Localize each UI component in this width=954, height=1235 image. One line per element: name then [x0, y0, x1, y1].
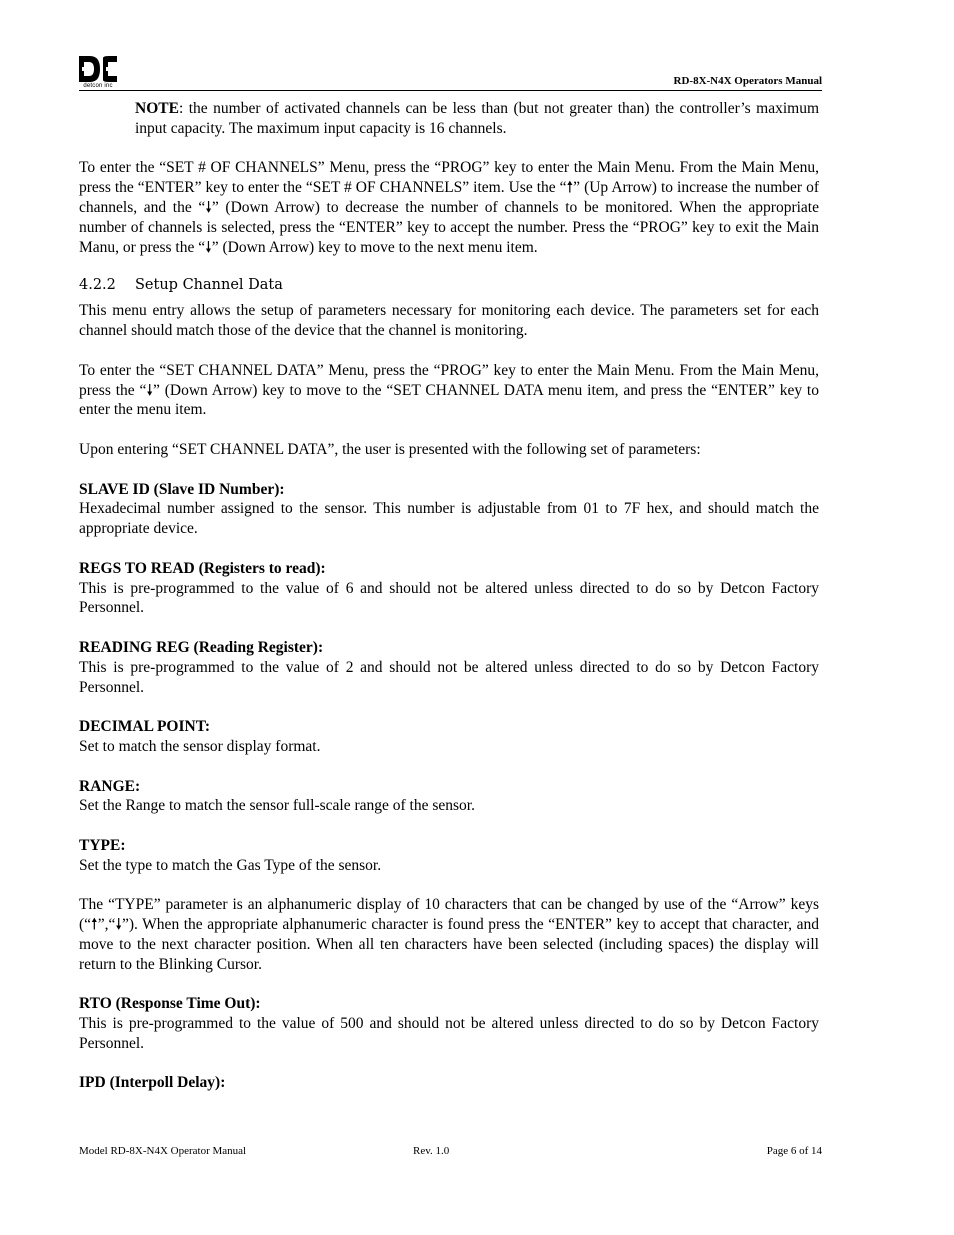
header-title: RD-8X-N4X Operators Manual [673, 75, 822, 87]
note-text: : the number of activated channels can be less than (but not greater than) the controller’s maximum input capacity. The maximum input capacity is 16 channels. [135, 100, 819, 137]
footer-page-number: Page 6 of 14 [766, 1145, 822, 1157]
parameter-description: This is pre-programmed to the value of 2 and should not be altered unless directed to do so by Detcon Factory Personnel. [79, 658, 819, 696]
note-label: NOTE [135, 100, 179, 117]
page-content [79, 99, 819, 1093]
section-paragraph: Upon entering “SET CHANNEL DATA”, the user is presented with the following set of parameters: [79, 440, 701, 458]
type-note-paragraph: The “TYPE” parameter is an alphanumeric display of 10 characters that can be changed by use of the “Arrow” keys (“🠕”,“🠗”). When the appropriate alphanumeric character is found press the “ENTER” key to accept that character, and move to the next character position. When all ten characters have been selected (including spaces) the display will return to the Blinking Cursor. [79, 896, 819, 973]
footer-revision: Rev. 1.0 [413, 1145, 450, 1157]
parameter-term: DECIMAL POINT: [79, 718, 211, 736]
section-heading [79, 276, 819, 295]
parameter-term: READING REG (Reading Register): [79, 638, 324, 656]
note-paragraph [135, 99, 819, 139]
section-number: 4.2.2 [79, 277, 116, 294]
parameter-description: Set the type to match the Gas Type of the sensor. [79, 856, 382, 874]
intro-paragraph: To enter the “SET # OF CHANNELS” Menu, press the “PROG” key to enter the Main Menu. From the Main Menu, press the “ENTER” key to enter the “SET # OF CHANNELS” item. Use the “🠕” (Up Arrow) to increase the number of channels, and the “🠗” (Down Arrow) to decrease the number of channels to be monitored. When the appropriate number of channels is selected, press the “ENTER” key to accept the number. Press the “PROG” key to exit the Main Manu, or press the “🠗” (Down Arrow) key to move to the next menu item. [79, 159, 819, 256]
parameter-term: REGS TO READ (Registers to read): [79, 559, 326, 577]
parameter-description: Hexadecimal number assigned to the sensor. This number is adjustable from 01 to 7F hex, and should match the appropriate device. [79, 500, 819, 538]
parameter-description: Set the Range to match the sensor full-scale range of the sensor. [79, 797, 475, 815]
section-paragraph: To enter the “SET CHANNEL DATA” Menu, press the “PROG” key to enter the Main Menu. From the Main Menu, press the “🠗” (Down Arrow) key to move to the “SET CHANNEL DATA menu item, and press the “ENTER” key to enter the menu item. [79, 361, 819, 419]
header-divider [79, 90, 822, 91]
parameter-term: RANGE: [79, 777, 141, 795]
detcon-logo [79, 56, 117, 89]
parameter-term: IPD (Interpoll Delay): [79, 1074, 226, 1092]
parameter-description: Set to match the sensor display format. [79, 737, 321, 755]
detcon-logo-mark [79, 56, 117, 82]
section-title: Setup Channel Data [135, 277, 283, 294]
parameter-description: This is pre-programmed to the value of 6 and should not be altered unless directed to do so by Detcon Factory Personnel. [79, 579, 819, 617]
footer-model: Model RD-8X-N4X Operator Manual [79, 1145, 247, 1157]
parameter-term: TYPE: [79, 836, 126, 854]
parameter-term: SLAVE ID (Slave ID Number): [79, 480, 285, 498]
page-footer [79, 1145, 822, 1159]
parameter-description: This is pre-programmed to the value of 500 and should not be altered unless directed to do so by Detcon Factory Personnel. [79, 1015, 819, 1052]
parameter-term: RTO (Response Time Out): [79, 995, 261, 1013]
logo-subtext: detcon inc [83, 83, 113, 89]
section-paragraph: This menu entry allows the setup of parameters necessary for monitoring each device. The parameters set for each channel should match those of the device that the channel is monitoring. [79, 302, 819, 340]
